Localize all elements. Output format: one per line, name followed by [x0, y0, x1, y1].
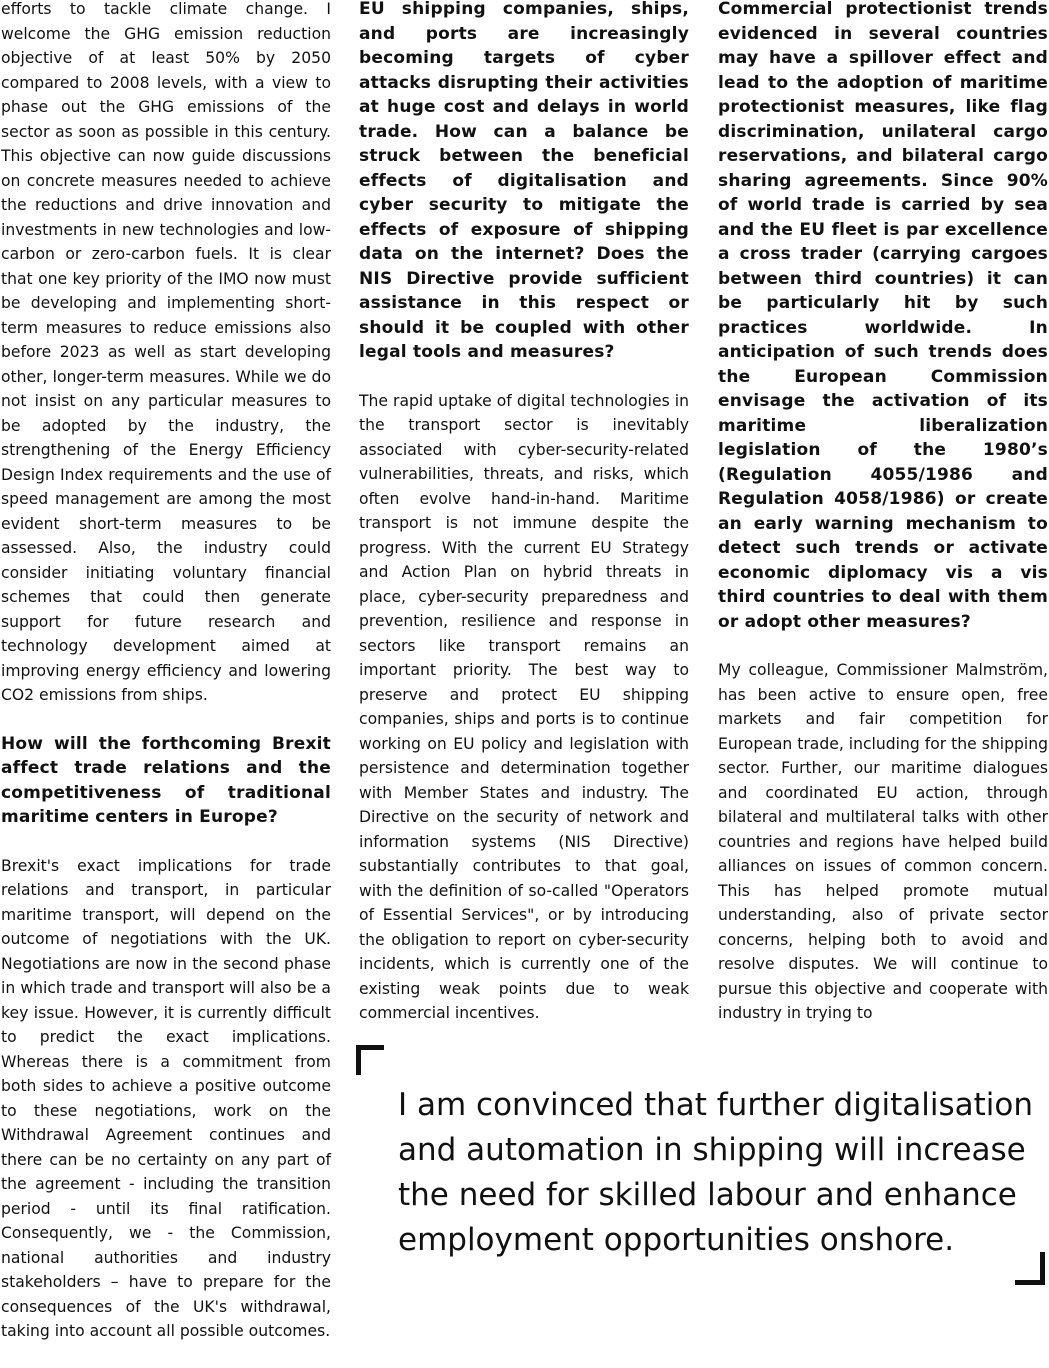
column-3	[718, 0, 1048, 1050]
paragraph-cyber-answer: The rapid uptake of digital technologies in the transport sector is inevitably associated with cyber-security-related vulnerabilities, threats, and risks, which often evolve hand-in-hand. Maritime transport is not immune despite the progress. With the current EU Strategy and Action Plan on hybrid threats in place, cyber-security preparedness and prevention, resilience and response in sectors like transport remains an important priority. The best way to preserve and protect EU shipping companies, ships and ports is to continue working on EU policy and legislation with persistence and determination together with Member States and industry. The Directive on the security of network and information systems (NIS Directive) substantially contributes to that goal, with the definition of so-called "Operators of Essential Services", or by introducing the obligation to report on cyber-security incidents, which is currently one of the existing weak points due to weak commercial incentives.	[359, 391, 689, 1022]
column-1	[1, 0, 331, 1368]
column-2	[359, 0, 689, 1050]
question-cyber: EU shipping companies, ships, and ports are increasingly becoming targets of cyber attacks disrupting their activities at huge cost and delays in world trade. How can a balance be struck between the beneficial effects of digitalisation and cyber security to mitigate the effects of exposure of shipping data on the internet? Does the NIS Directive provide sufficient assistance in this respect or should it be coupled with other legal tools and measures?	[359, 0, 689, 362]
question-protectionism: Commercial protectionist trends evidenced in several countries may have a spillover effect and lead to the adoption of maritime protectionist measures, like flag discrimination, unilateral cargo reservations, and bilateral cargo sharing agreements. Since 90% of world trade is carried by sea and the EU fleet is par excellence a cross trader (carrying cargoes between third countries) it can be particularly hit by such practices worldwide. In anticipation of such trends does the European Commission envisage the activation of its maritime liberalization legislation of the 1980’s (Regulation 4055/1986 and Regulation 4058/1986) or create an early warning mechanism to detect such trends or activate economic diplomacy vis a vis third countries to deal with them or adopt other measures?	[718, 0, 1048, 632]
pull-quote-text: I am convinced that further digitalisation and automation in shipping will increase the need for skilled labour and enhance employment opportunities onshore.	[398, 1087, 1034, 1258]
paragraph-climate: efforts to tackle climate change. I welcome the GHG emission reduction objective of at least 50% by 2050 compared to 2008 levels, with a view to phase out the GHG emissions of the sector as soon as possible in this century. This objective can now guide discussions on concrete measures needed to achieve the reductions and drive innovation and investments in new technologies and low-carbon or zero-carbon fuels. It is clear that one key priority of the IMO now must be developing and implementing short-term measures to reduce emissions also before 2023 as well as start developing other, longer-term measures. While we do not insist on any particular measures to be adopted by the industry, the strengthening of the Energy Efficiency Design Index requirements and the use of speed management are among the most evident short-term measures to be assessed. Also, the industry could consider initiating voluntary financial schemes that could then generate support for future research and technology development aimed at improving energy efficiency and lowering CO2 emissions from ships.	[1, 0, 331, 704]
quote-bracket-top-left-icon	[356, 1045, 384, 1075]
paragraph-brexit-answer: Brexit's exact implications for trade relations and transport, in particular maritime transport, will depend on the outcome of negotiations with the UK. Negotiations are now in the second phase in which trade and transport will also be a key issue. However, it is currently difficult to predict the exact implications. Whereas there is a commitment from both sides to achieve a positive outcome to these negotiations, work on the Withdrawal Agreement continues and there can be no certainty on any part of the agreement - including the transition period - until its final ratification. Consequently, we - the Commission, national authorities and industry stakeholders – have to prepare for the consequences of the UK's withdrawal, taking into account all possible outcomes.	[1, 856, 331, 1340]
quote-bracket-bottom-right-icon	[1015, 1252, 1045, 1285]
pull-quote	[356, 1045, 1049, 1291]
paragraph-protectionism-answer: My colleague, Commissioner Malmström, has been active to ensure open, free markets and fair competition for European trade, including for the shipping sector. Further, our maritime dialogues and coordinated EU action, through bilateral and multilateral talks with other countries and regions have helped build alliances on issues of common concern. This has helped promote mutual understanding, also of private sector concerns, helping both to avoid and resolve disputes. We will continue to pursue this objective and cooperate with industry in trying to	[718, 661, 1048, 1022]
question-brexit: How will the forthcoming Brexit affect trade relations and the competitiveness of traditional maritime centers in Europe?	[1, 733, 331, 827]
